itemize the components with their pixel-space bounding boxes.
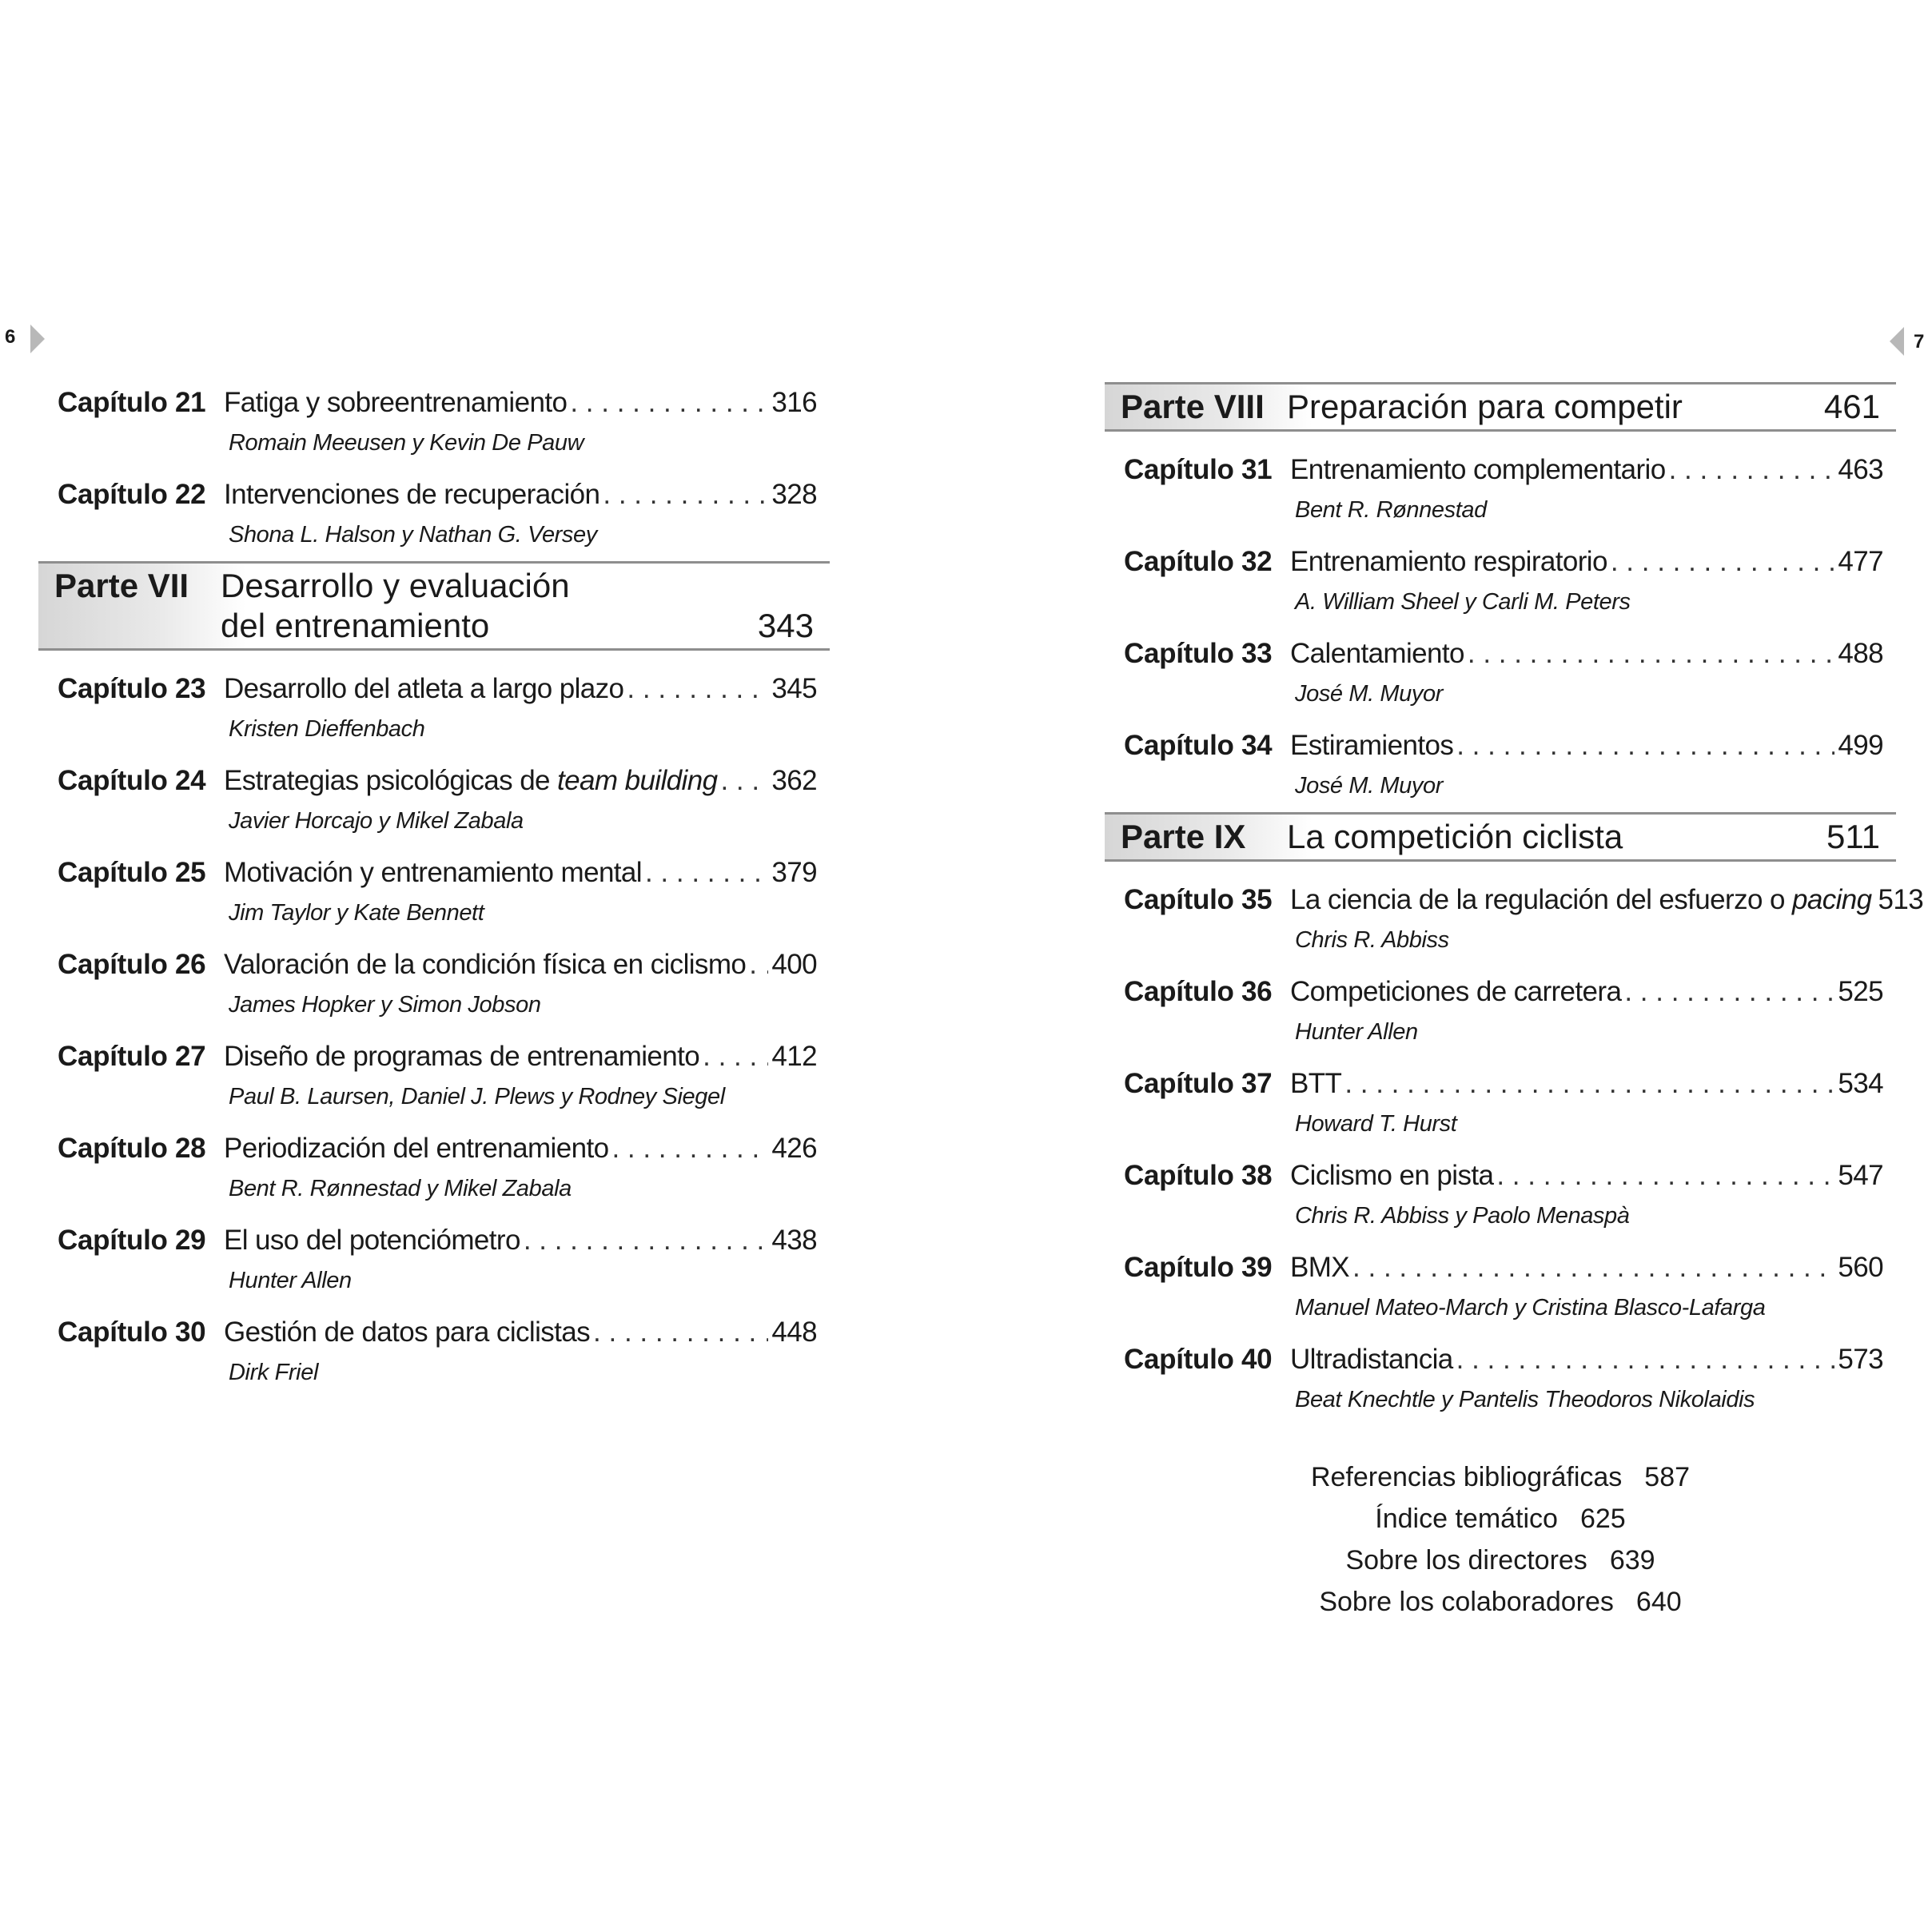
chapter-label: Capítulo 37: [1124, 1068, 1273, 1099]
chapter-authors: Hunter Allen: [229, 1268, 352, 1293]
chapter-authors: Paul B. Laursen, Daniel J. Plews y Rodney Siegel: [229, 1084, 725, 1109]
chapter-title: Periodización del entrenamiento: [224, 1133, 609, 1164]
chapter-label: Capítulo 32: [1124, 546, 1273, 577]
page-arrow-right-icon: [30, 325, 45, 353]
chapter-title: El uso del potenciómetro: [224, 1225, 520, 1256]
chapter-title: BTT: [1290, 1068, 1342, 1099]
chapter-page: 560: [1838, 1252, 1883, 1283]
chapter-label: Capítulo 30: [58, 1317, 206, 1348]
chapter-authors: James Hopker y Simon Jobson: [229, 992, 541, 1018]
chapter-title: Estiramientos: [1290, 730, 1454, 761]
chapter-authors: Chris R. Abbiss: [1295, 927, 1449, 953]
chapter-title: Intervenciones de recuperación: [224, 479, 600, 510]
toc-entry-chapter-25[interactable]: [38, 846, 830, 938]
dot-leader: [611, 1133, 768, 1165]
chapter-label: Capítulo 34: [1124, 730, 1273, 761]
part-title-line1: Desarrollo y evaluación: [221, 567, 570, 604]
backmatter-editors[interactable]: [1105, 1540, 1896, 1581]
part-label: Parte VII: [54, 567, 189, 604]
chapter-label: Capítulo 23: [58, 673, 206, 704]
chapter-page: 573: [1838, 1344, 1883, 1375]
toc-entry-chapter-26[interactable]: [38, 938, 830, 1030]
dot-leader: [703, 1041, 768, 1073]
toc-entry-chapter-38[interactable]: [1105, 1149, 1896, 1241]
chapter-page: 438: [771, 1225, 817, 1256]
toc-entry-chapter-22[interactable]: [38, 468, 830, 560]
chapter-authors: Bent R. Rønnestad: [1295, 497, 1487, 523]
toc-entry-chapter-24[interactable]: [38, 754, 830, 846]
chapter-authors: José M. Muyor: [1295, 773, 1443, 799]
chapter-authors: Howard T. Hurst: [1295, 1111, 1457, 1137]
chapter-label: Capítulo 29: [58, 1225, 206, 1256]
chapter-authors: Kristen Dieffenbach: [229, 716, 425, 742]
dot-leader: [1456, 730, 1834, 762]
backmatter-page: 625: [1579, 1504, 1626, 1534]
chapter-title-plain: Estrategias psicológicas de: [224, 765, 558, 796]
chapter-authors: A. William Sheel y Carli M. Peters: [1295, 589, 1631, 615]
dot-leader: [570, 387, 768, 419]
chapter-authors: Hunter Allen: [1295, 1019, 1418, 1045]
dot-leader: [749, 949, 768, 981]
backmatter-page: 587: [1644, 1462, 1691, 1492]
page-number-left: 6: [5, 326, 16, 348]
chapter-title: Calentamiento: [1290, 638, 1464, 669]
chapter-page: 463: [1838, 454, 1883, 485]
chapter-page: 412: [771, 1041, 817, 1072]
chapter-title: Desarrollo del atleta a largo plazo: [224, 673, 624, 704]
chapter-authors: Manuel Mateo-March y Cristina Blasco-Lafarga: [1295, 1295, 1766, 1321]
toc-entry-chapter-35[interactable]: [1105, 873, 1924, 965]
chapter-page: 379: [771, 857, 817, 888]
toc-entry-chapter-33[interactable]: [1105, 627, 1896, 719]
dot-leader: [1456, 1344, 1835, 1376]
chapter-label: Capítulo 21: [58, 387, 206, 418]
dot-leader: [1468, 638, 1835, 670]
chapter-label: Capítulo 38: [1124, 1160, 1273, 1191]
part-page: 461: [1823, 388, 1880, 425]
page-arrow-left-icon: [1890, 327, 1904, 356]
chapter-title: Competiciones de carretera: [1290, 976, 1622, 1007]
toc-entry-chapter-36[interactable]: [1105, 965, 1896, 1057]
chapter-title: [224, 765, 717, 797]
chapter-authors: Beat Knechtle y Pantelis Theodoros Nikolaidis: [1295, 1387, 1755, 1412]
part-title: Preparación para competir: [1287, 388, 1683, 425]
chapter-label: Capítulo 36: [1124, 976, 1273, 1007]
dot-leader: [1624, 976, 1834, 1008]
chapter-authors: Jim Taylor y Kate Bennett: [229, 900, 484, 926]
chapter-page: 400: [771, 949, 817, 980]
toc-entry-chapter-39[interactable]: [1105, 1241, 1896, 1332]
part-label: Parte IX: [1121, 818, 1246, 855]
chapter-authors: Bent R. Rønnestad y Mikel Zabala: [229, 1176, 572, 1201]
chapter-page: 525: [1838, 976, 1883, 1007]
toc-entry-chapter-23[interactable]: [38, 662, 830, 754]
chapter-authors: José M. Muyor: [1295, 681, 1443, 707]
chapter-page: 488: [1838, 638, 1883, 669]
chapter-label: Capítulo 26: [58, 949, 206, 980]
dot-leader: [593, 1317, 768, 1348]
chapter-title: BMX: [1290, 1252, 1350, 1283]
chapter-page: 316: [771, 387, 817, 418]
dot-leader: [1352, 1252, 1834, 1284]
chapter-page: 499: [1838, 730, 1883, 761]
backmatter-list: [1105, 1456, 1896, 1623]
dot-leader: [1669, 454, 1835, 486]
backmatter-index[interactable]: [1105, 1498, 1896, 1540]
chapter-title: Ultradistancia: [1290, 1344, 1453, 1375]
toc-entry-chapter-29[interactable]: [38, 1213, 830, 1305]
part-page: 343: [757, 607, 814, 644]
chapter-title: Entrenamiento respiratorio: [1290, 546, 1607, 577]
chapter-page: 426: [771, 1133, 817, 1164]
backmatter-contributors[interactable]: [1105, 1581, 1896, 1623]
chapter-title: Motivación y entrenamiento mental: [224, 857, 642, 888]
backmatter-references[interactable]: [1105, 1456, 1896, 1498]
backmatter-label: Referencias bibliográficas: [1310, 1462, 1623, 1492]
dot-leader: [1611, 546, 1835, 578]
chapter-page: 513: [1878, 884, 1924, 915]
toc-entry-chapter-32[interactable]: [1105, 535, 1896, 627]
part-page: 511: [1826, 818, 1880, 855]
chapter-label: Capítulo 33: [1124, 638, 1273, 669]
backmatter-label: Sobre los colaboradores: [1319, 1587, 1614, 1617]
chapter-title: Fatiga y sobreentrenamiento: [224, 387, 568, 418]
chapter-label: Capítulo 25: [58, 857, 206, 888]
dot-leader: [1344, 1068, 1834, 1100]
chapter-label: Capítulo 40: [1124, 1344, 1273, 1375]
chapter-title: Diseño de programas de entrenamiento: [224, 1041, 700, 1072]
toc-entry-chapter-28[interactable]: [38, 1121, 830, 1213]
dot-leader: [627, 673, 768, 705]
chapter-title: Gestión de datos para ciclistas: [224, 1317, 591, 1348]
chapter-page: 362: [771, 765, 817, 796]
chapter-title-italic: pacing: [1791, 884, 1872, 915]
toc-left-page: [38, 376, 830, 1397]
chapter-label: Capítulo 39: [1124, 1252, 1273, 1283]
backmatter-label: Índice temático: [1375, 1504, 1558, 1534]
chapter-label: Capítulo 35: [1124, 884, 1273, 915]
toc-entry-chapter-34[interactable]: [1105, 719, 1896, 811]
backmatter-page: 640: [1635, 1587, 1682, 1617]
chapter-authors: Romain Meeusen y Kevin De Pauw: [229, 430, 584, 456]
chapter-page: 534: [1838, 1068, 1883, 1099]
chapter-title: Ciclismo en pista: [1290, 1160, 1494, 1191]
chapter-label: Capítulo 22: [58, 479, 206, 510]
toc-entry-chapter-27[interactable]: [38, 1030, 830, 1121]
part-label: Parte VIII: [1121, 388, 1265, 425]
dot-leader: [603, 479, 768, 511]
chapter-page: 345: [771, 673, 817, 704]
chapter-title: Entrenamiento complementario: [1290, 454, 1666, 485]
dot-leader: [645, 857, 768, 889]
chapter-label: Capítulo 31: [1124, 454, 1273, 485]
chapter-label: Capítulo 27: [58, 1041, 206, 1072]
toc-right-page: [1105, 382, 1924, 1424]
toc-entry-chapter-21[interactable]: [38, 376, 830, 468]
chapter-page: 448: [771, 1317, 817, 1348]
chapter-label: Capítulo 28: [58, 1133, 206, 1164]
chapter-page: 477: [1838, 546, 1883, 577]
dot-leader: [1496, 1160, 1834, 1192]
chapter-authors: Javier Horcajo y Mikel Zabala: [229, 808, 524, 834]
toc-entry-chapter-31[interactable]: [1105, 443, 1896, 535]
part-heading-viii[interactable]: [1105, 382, 1896, 432]
dot-leader: [524, 1225, 769, 1257]
part-title: La competición ciclista: [1287, 818, 1623, 855]
backmatter-label: Sobre los directores: [1345, 1545, 1587, 1575]
chapter-title-plain: La ciencia de la regulación del esfuerzo o: [1290, 884, 1792, 915]
chapter-page: 328: [771, 479, 817, 510]
chapter-authors: Shona L. Halson y Nathan G. Versey: [229, 522, 597, 548]
toc-entry-chapter-30[interactable]: [38, 1305, 830, 1397]
toc-entry-chapter-40[interactable]: [1105, 1332, 1896, 1424]
part-title-line2: del entrenamiento: [221, 607, 490, 644]
part-heading-vii[interactable]: [38, 561, 830, 651]
chapter-authors: Dirk Friel: [229, 1360, 318, 1385]
part-heading-ix[interactable]: [1105, 812, 1896, 862]
page-number-right: 7: [1914, 331, 1925, 353]
chapter-title-italic: team building: [557, 765, 718, 796]
backmatter-page: 639: [1609, 1545, 1655, 1575]
chapter-title: Valoración de la condición física en ciclismo: [224, 949, 747, 980]
chapter-authors: Chris R. Abbiss y Paolo Menaspà: [1295, 1203, 1630, 1229]
dot-leader: [720, 765, 768, 797]
toc-entry-chapter-37[interactable]: [1105, 1057, 1896, 1149]
chapter-label: Capítulo 24: [58, 765, 206, 796]
chapter-title: [1290, 884, 1872, 916]
chapter-page: 547: [1838, 1160, 1883, 1191]
